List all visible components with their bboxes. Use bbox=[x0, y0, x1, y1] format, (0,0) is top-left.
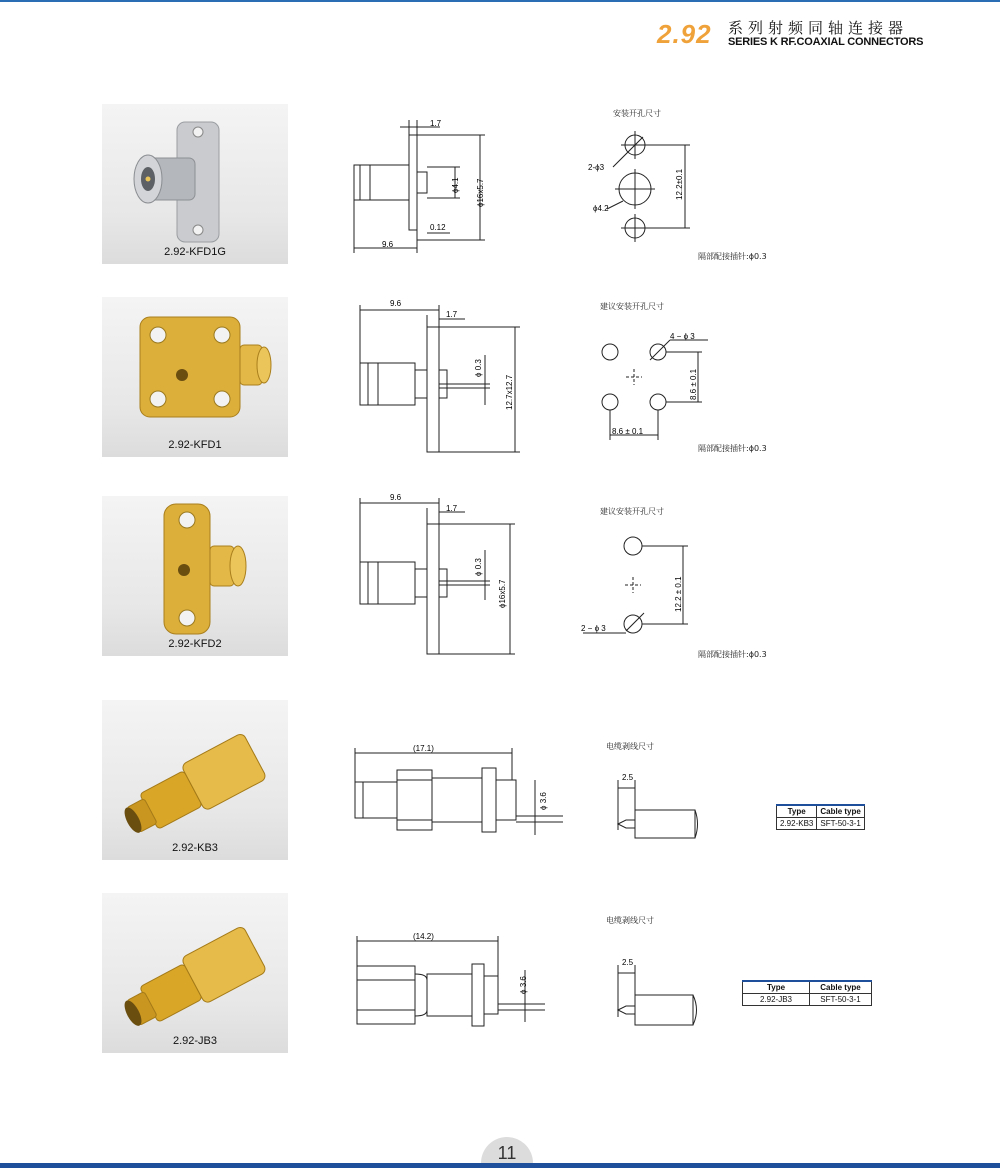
pin-note: 隔部配接插针:ϕ0.3 bbox=[698, 650, 767, 659]
top-rule bbox=[0, 0, 1000, 2]
strip-drawing-jb3 bbox=[610, 955, 705, 1030]
title-chinese: 系列射频同轴连接器 bbox=[728, 19, 909, 37]
section-title: 建议安装开孔尺寸 bbox=[600, 507, 664, 516]
bottom-rule bbox=[0, 1163, 1000, 1168]
product-name: 2.92-KFD2 bbox=[168, 638, 222, 650]
product-name: 2.92-KFD1 bbox=[168, 439, 222, 451]
connector-silver-icon bbox=[102, 104, 288, 264]
table-cell: SFT-50-3-1 bbox=[817, 818, 864, 830]
strip-text: 2.5 bbox=[622, 958, 634, 967]
product-photo-kfd2 bbox=[102, 496, 288, 656]
dim-text: 1.7 bbox=[446, 504, 458, 513]
section-title: 电缆剥线尺寸 bbox=[606, 742, 654, 751]
hole-text: 12.2 ± 0.1 bbox=[674, 576, 683, 612]
dim-text: (17.1) bbox=[413, 744, 434, 753]
product-photo-kfd1 bbox=[102, 297, 288, 457]
product-photo-kfd1g bbox=[102, 104, 288, 264]
connector-gold-cable-icon bbox=[102, 893, 288, 1053]
hole-text: 8.6 ± 0.1 bbox=[689, 368, 698, 400]
table-cell: 2.92-KB3 bbox=[777, 818, 817, 830]
page-number: 11 bbox=[497, 1143, 517, 1163]
pin-note: 隔部配接插针:ϕ0.3 bbox=[698, 252, 767, 261]
strip-drawing-kb3 bbox=[610, 770, 705, 845]
drawing-kfd2 bbox=[340, 490, 530, 660]
drawing-kfd1 bbox=[340, 295, 530, 460]
table-cell: SFT-50-3-1 bbox=[810, 994, 872, 1006]
connector-gold-cable-icon bbox=[102, 700, 288, 860]
connector-gold-flange-icon bbox=[102, 297, 288, 457]
product-name: 2.92-KB3 bbox=[172, 842, 218, 854]
hole-text: ϕ4.2 bbox=[593, 204, 609, 213]
hole-text: 4 − ϕ 3 bbox=[670, 332, 695, 341]
dim-text: 0.12 bbox=[430, 223, 446, 232]
product-photo-jb3 bbox=[102, 893, 288, 1053]
dim-text: 9.6 bbox=[382, 240, 394, 249]
dim-text: ϕ16x5.7 bbox=[498, 579, 507, 608]
hole-text: 2 − ϕ 3 bbox=[581, 624, 606, 633]
dim-text: 9.6 bbox=[390, 493, 402, 502]
product-name: 2.92-KFD1G bbox=[164, 246, 226, 258]
dim-text: 1.7 bbox=[430, 119, 442, 128]
hole-text: 2-ϕ3 bbox=[588, 163, 605, 172]
section-title: 电缆剥线尺寸 bbox=[606, 916, 654, 925]
page-header bbox=[655, 15, 955, 55]
series-number: 2.92 bbox=[657, 19, 712, 49]
drawing-kfd1g bbox=[340, 115, 500, 260]
connector-gold-flange-icon bbox=[102, 496, 288, 656]
dim-text: ϕ 3.6 bbox=[539, 792, 548, 810]
strip-text: 2.5 bbox=[622, 773, 634, 782]
table-header: Cable type bbox=[817, 805, 864, 818]
table-header: Type bbox=[743, 981, 810, 994]
drawing-kb3 bbox=[345, 740, 575, 840]
dim-text: 12.7x12.7 bbox=[505, 374, 514, 410]
dim-text: ϕ4.1 bbox=[451, 177, 460, 193]
dim-text: ϕ16x5.7 bbox=[476, 178, 485, 207]
dim-text: ϕ 0.3 bbox=[474, 558, 483, 576]
title-english: SERIES K RF.COAXIAL CONNECTORS bbox=[728, 36, 924, 48]
table-header: Cable type bbox=[810, 981, 872, 994]
table-header: Type bbox=[777, 805, 817, 818]
cable-table-kb3 bbox=[776, 804, 865, 830]
hole-pattern-kfd1g bbox=[585, 125, 695, 245]
dim-text: ϕ 0.3 bbox=[474, 359, 483, 377]
product-photo-kb3 bbox=[102, 700, 288, 860]
section-title: 建议安装开孔尺寸 bbox=[600, 302, 664, 311]
hole-text: 8.6 ± 0.1 bbox=[612, 427, 644, 436]
hole-pattern-kfd2 bbox=[578, 530, 698, 645]
table-cell: 2.92-JB3 bbox=[743, 994, 810, 1006]
cable-table-jb3 bbox=[742, 980, 872, 1006]
dim-text: 9.6 bbox=[390, 299, 402, 308]
section-title: 安装开孔尺寸 bbox=[613, 109, 661, 118]
dim-text: (14.2) bbox=[413, 932, 434, 941]
product-name: 2.92-JB3 bbox=[172, 1035, 218, 1047]
dim-text: ϕ 3.6 bbox=[519, 976, 528, 994]
dim-text: 1.7 bbox=[446, 310, 458, 319]
hole-pattern-kfd1 bbox=[590, 330, 720, 440]
hole-text: 12.2±0.1 bbox=[675, 168, 684, 200]
pin-note: 隔部配接插针:ϕ0.3 bbox=[698, 444, 767, 453]
drawing-jb3 bbox=[345, 930, 555, 1030]
